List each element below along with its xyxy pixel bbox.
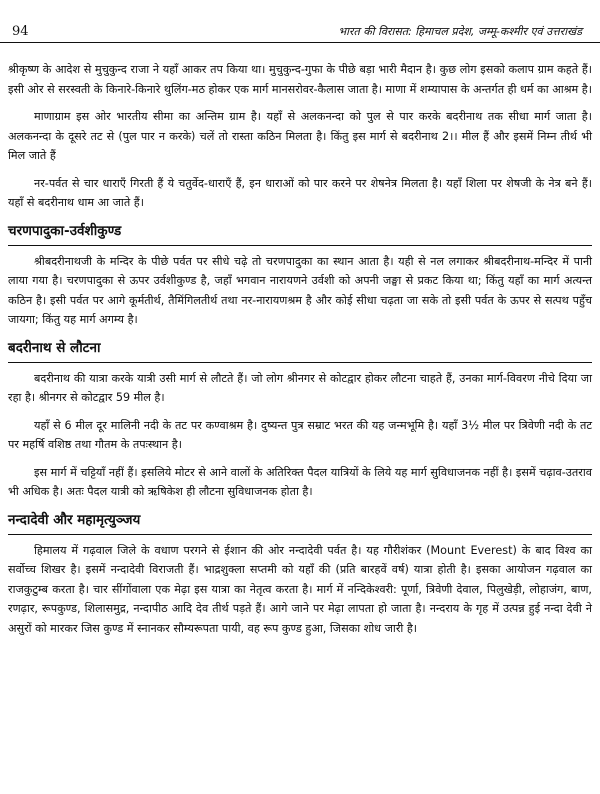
return-paragraph-1: बदरीनाथ की यात्रा करके यात्री उसी मार्ग से लौटते हैं। जो लोग श्रीनगर से कोटद्वार होकर लौटना चाहते हैं, उनका मार्ग-विवरण नीचे दिया जा रहा है। श्रीनगर से कोटद्वार 59 मील है। [8, 371, 592, 404]
section-divider [8, 245, 592, 246]
running-title: भारत की विरासत: हिमाचल प्रदेश, जम्मू-कश्मीर एवं उत्तराखंड [338, 25, 582, 38]
page-header [0, 22, 600, 44]
section-divider [8, 362, 592, 363]
intro-paragraph-2: माणाग्राम इस ओर भारतीय सीमा का अन्तिम ग्राम है। यहाँ से अलकनन्दा को पुल से पार करके बदरीनाथ तक सीधा मार्ग जाता है। अलकनन्दा के दूसरे तट से (पुल पार न करके) चलें तो रास्ता कठिन मिलता है। किंतु इस मार्ग से बदरीनाथ 2।। मील हैं और इसमें निम्न तीर्थ भी मिल जाते हैं [8, 110, 592, 162]
intro-paragraph-1: श्रीकृष्ण के आदेश से मुचुकुन्द राजा ने यहाँ आकर तप किया था। मुचुकुन्द-गुफा के पीछे बड़ा भारी मैदान है। कुछ लोग इसको कलाप ग्राम कहते हैं। इसी ओर से सरस्वती के किनारे-किनारे थुलिंग-मठ होकर एक मार्ग मानसरोवर-कैलास जाता है। माणा में शम्यापास के अन्तर्गत ही धर्म का आश्रम है। [8, 63, 592, 96]
section-heading-return: बदरीनाथ से लौटना [8, 339, 101, 356]
page-number: 94 [12, 24, 29, 39]
section-heading-nandadevi: नन्दादेवी और महामृत्युञ्जय [8, 511, 141, 528]
section-divider [8, 534, 592, 535]
return-paragraph-2: यहाँ से 6 मील दूर मालिनी नदी के तट पर कण्वाश्रम है। दुष्यन्त पुत्र सम्राट भरत की यह जन्मभूमि है। यहाँ 3½ मील पर त्रिवेणी नदी के तट पर महर्षि वशिष्ठ तथा गौतम के तपःस्थान है। [8, 418, 592, 451]
nandadevi-paragraph: हिमालय में गढ़वाल जिले के वधाण परगने से ईशान की ओर नन्दादेवी पर्वत है। यह गौरीशंकर (Mount Everest) के बाद विश्व का सर्वोच्च शिखर है। इसमें नन्दादेवी विराजती हैं। भाद्रशुक्ला सप्तमी को यहाँ की (प्रति बारहवें वर्ष) यात्रा होती है। इसका आयोजन गढ़वाल का राजकुटुम्ब करता है। चार सींगोंवाला एक मेढ़ा इस यात्रा का नेतृत्व करता है। मार्ग में नन्दिकेश्वरी: पूर्णा, त्रिवेणी देवाल, पिलुखेड़ी, लोहाजंग, बाण, रणढ़ार, रूपकुण्ड, शिलासमुद्र, नन्दापीठ आदि देव तीर्थ पड़ते हैं। आगे जाने पर मेढ़ा लापता हो जाता है। नन्दराय के गृह में उत्पन्न हुई नन्दा देवी ने असुरों को मारकर जिस कुण्ड में स्नानकर सौम्यरूपता पायी, वह रूप कुण्ड हुआ, जिसका शोध जारी है। [8, 543, 592, 635]
header-divider [0, 42, 600, 43]
section-heading-charanpaduka: चरणपादुका-उर्वशीकुण्ड [8, 222, 122, 239]
charanpaduka-paragraph: श्रीबदरीनाथजी के मन्दिर के पीछे पर्वत पर सीधे चढ़े तो चरणपादुका का स्थान आता है। यही से नल लगाकर श्रीबदरीनाथ-मन्दिर में पानी लाया गया है। चरणपादुका से ऊपर उर्वशीकुण्ड है, जहाँ भगवान नारायणने उर्वशी को अपनी जङ्घा से प्रकट किया था; किंतु यहाँ का मार्ग अत्यन्त कठिन है। इसी पर्वत पर आगे कूर्मतीर्थ, तैमिंगिलतीर्थ तथा नर-नारायणश्रम है और कोई सीधा चढ़ता जा सके तो इसी पर्वत के ऊपर से सत्पथ पहुँच जायगा; किंतु यह मार्ग अगम्य है। [8, 254, 592, 326]
page-body [8, 60, 592, 646]
intro-paragraph-3: नर-पर्वत से चार धाराएँ गिरती हैं ये चतुर्वेद-धाराएँ हैं, इन धाराओं को पार करने पर शेषनेत्र मिलता है। यहाँ शिला पर शेषजी के नेत्र बने हैं। यहाँ से बदरीनाथ धाम आ जाते हैं। [8, 176, 592, 209]
return-paragraph-3: इस मार्ग में चट्टियाँ नहीं हैं। इसलिये मोटर से आने वालों के अतिरिक्त पैदल यात्रियों के लिये यह मार्ग सुविधाजनक नहीं है। इसमें चढ़ाव-उतराव भी अधिक है। अतः पैदल यात्री को ऋषिकेश ही लौटना सुविधाजनक होता है। [8, 465, 592, 498]
